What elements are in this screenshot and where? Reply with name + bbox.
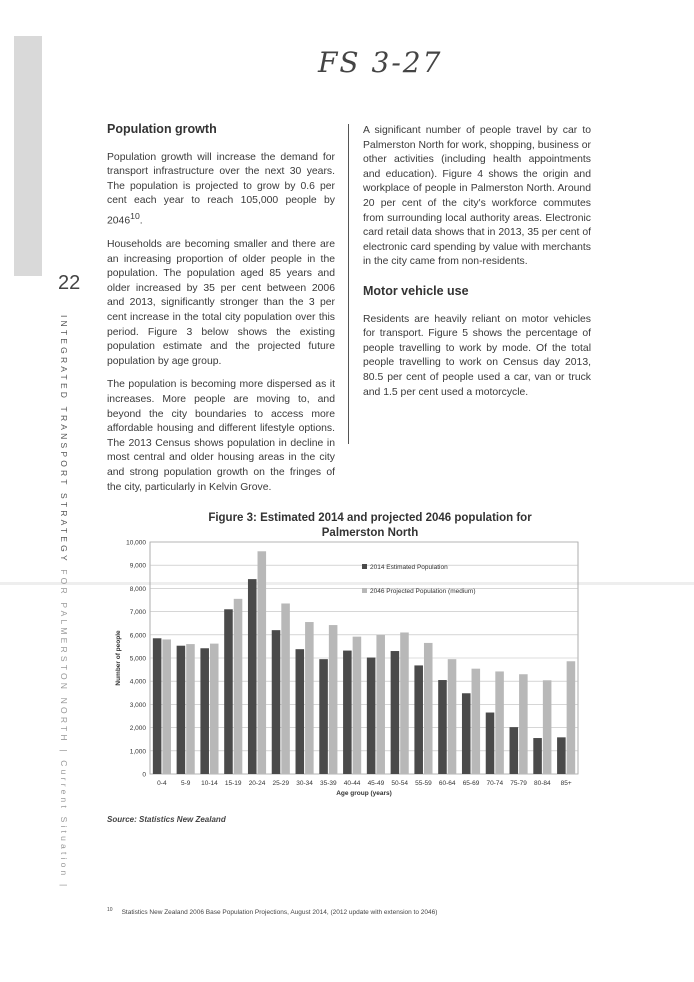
population-growth-heading: Population growth [107,122,217,136]
x-tick-label: 40-44 [343,780,361,787]
legend-label-2046: 2046 Projected Population (medium) [370,588,476,595]
bar-2046-10-14 [210,644,219,774]
right-paragraph-1: A significant number of people travel by car to Palmerston North for work, shopping, business or other activities (including health appointments and education). Figure 4 shows the origin and workplace of people in Palmerston North. Around 20 per cent of the city's workforce commutes from surrounding local authority areas. Electronic card retail data shows that in 2013, 35 per cent of electronic card spending by value with merchants in the city came from non-residents. [363,125,591,268]
bar-2046-50-54 [400,632,409,774]
bar-2046-30-34 [305,622,314,774]
bar-2014-75-79 [510,727,519,774]
bar-2014-85+ [557,737,566,774]
population-bar-chart [108,536,588,806]
side-title-main: INTEGRATED TRANSPORT STRATEGY [59,315,69,564]
x-tick-label: 70-74 [486,780,504,787]
figure-title-line-1: Figure 3: Estimated 2014 and projected 2046 population for [208,512,532,524]
page-number: 22 [58,272,81,294]
bar-2014-65-69 [462,693,471,774]
x-tick-label: 15-19 [224,780,242,787]
left-paragraph-3: The population is becoming more dispersed as it increases. More people are moving to, and beyond the city boundaries to access more affordable housing and different lifestyle options. The 2013 Census shows population in decline in most central and older housing areas in the city and strong population growth on the fringes of the city, particularly in Kelvin Grove. [107,379,335,493]
bar-2014-60-64 [438,680,447,774]
bar-2046-80-84 [543,680,552,774]
footnote-number: 10 [107,907,113,913]
x-tick-label: 50-54 [391,780,408,787]
bar-2014-10-14 [200,648,209,774]
footnote-text: Statistics New Zealand 2006 Base Population Projections, August 2014, (2012 update with extension to 2046) [121,909,438,917]
x-tick-label: 25-29 [272,780,290,787]
bar-2046-0-4 [162,639,171,774]
x-tick-label: 0-4 [157,780,167,787]
bar-2014-55-59 [414,665,423,774]
bar-2014-70-74 [486,713,495,774]
y-tick-label: 2,000 [129,725,146,733]
right-paragraph-2: Residents are heavily reliant on motor vehicles for transport. Figure 5 shows the percentage of people travelling to work by mode. Of the total people travelling to work on Census day 2013, 80.5 per cent of people used a car, van or truck and 1.5 per cent used a motorcycle. [363,313,591,398]
bar-2014-15-19 [224,609,233,774]
bar-2046-55-59 [424,643,433,774]
x-tick-label: 10-14 [201,780,218,787]
column-divider [348,124,349,444]
bar-2014-5-9 [177,646,186,774]
side-tab-bar [14,36,42,276]
y-tick-label: 1,000 [129,748,146,756]
bar-2014-50-54 [391,651,400,774]
bar-2014-40-44 [343,651,352,774]
bar-2014-0-4 [153,638,162,774]
y-axis-label: Number of people [115,630,122,686]
y-tick-label: 9,000 [129,562,146,570]
y-tick-label: 5,000 [129,655,146,663]
bar-2014-45-49 [367,658,376,774]
left-paragraph-1-text: Population growth will increase the demand for transport infrastructure over the next 30 years. The population is projected to grow by 0.6 per cent each year to reach 105,000 people by 2046 [107,151,335,227]
bar-2046-35-39 [329,625,338,774]
left-paragraph-2: Households are becoming smaller and there are an increasing proportion of older people in the population. The population aged 85 years and older increased by 35 per cent between 2006 and 2013, significantly stronger than the 3 per cent increase in the total city population over this period. Figure 3 below shows the existing population estimate and the projected future population by age group. [107,239,335,367]
bar-2046-25-29 [281,603,290,774]
x-tick-label: 30-34 [296,780,313,787]
footnote-ref: 10 [130,210,140,221]
x-tick-label: 45-49 [367,780,385,787]
side-title-sub: FOR PALMERSTON NORTH [59,569,69,744]
bar-2046-40-44 [353,637,362,774]
footnote [107,907,437,916]
bar-2046-85+ [567,661,576,774]
bar-2046-60-64 [448,659,457,774]
bar-2046-65-69 [472,669,481,774]
legend-swatch-2046 [362,588,367,593]
y-tick-label: 3,000 [129,701,146,709]
y-tick-label: 4,000 [129,678,146,686]
bar-2046-70-74 [495,671,504,774]
legend-swatch-2014 [362,564,367,569]
bar-2046-75-79 [519,674,528,774]
y-tick-label: 8,000 [129,585,146,593]
x-tick-label: 5-9 [180,780,191,787]
bar-2046-20-24 [258,551,267,774]
motor-vehicle-use-heading: Motor vehicle use [363,283,469,298]
left-paragraph-1-end: . [139,215,143,227]
bar-2046-5-9 [186,644,195,774]
bar-2014-35-39 [319,659,328,774]
bar-2014-80-84 [533,738,542,774]
x-tick-label: 20-24 [248,780,266,787]
x-tick-label: 65-69 [462,780,480,787]
left-column [107,122,335,504]
y-tick-label: 0 [142,771,146,779]
legend-label-2014: 2014 Estimated Population [370,564,448,571]
bar-2046-45-49 [376,635,385,774]
x-tick-label: 60-64 [438,780,456,787]
left-paragraph-1 [107,151,335,229]
bar-2014-25-29 [272,630,281,774]
x-tick-label: 75-79 [510,780,527,787]
x-tick-label: 55-59 [415,780,432,787]
x-axis-label: Age group (years) [336,790,392,797]
y-tick-label: 7,000 [129,609,146,617]
x-tick-label: 35-39 [320,780,337,787]
bar-2014-20-24 [248,579,257,774]
figure-title-line-2: Palmerston North [321,527,419,539]
y-tick-label: 6,000 [129,632,146,640]
source-note: Source: Statistics New Zealand [107,815,226,824]
bar-2046-15-19 [234,599,243,774]
bar-2014-30-34 [296,649,305,774]
x-tick-label: 85+ [560,780,572,787]
side-running-title [59,315,69,890]
y-tick-label: 10,000 [126,539,146,547]
x-tick-label: 80-84 [534,780,551,787]
handwritten-mark: FS 3-27 [318,46,443,79]
side-title-section: | Current Situation | [59,749,69,890]
right-column [363,124,591,409]
